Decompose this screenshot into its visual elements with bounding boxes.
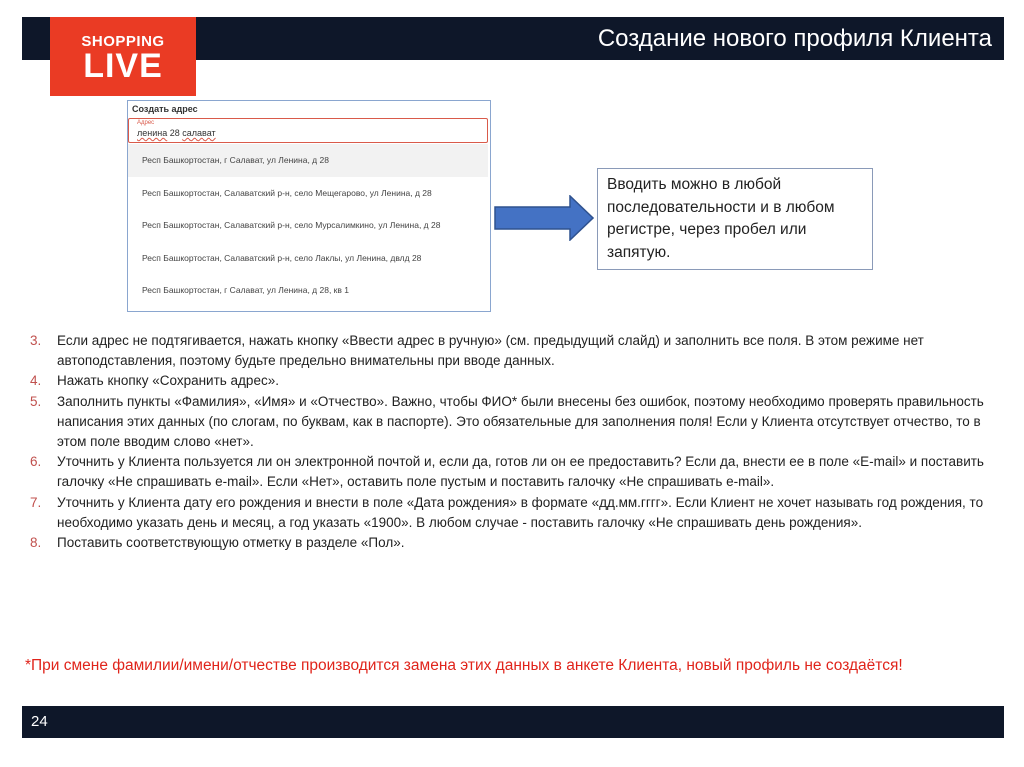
address-suggestions-list [128,144,488,307]
suggestion-item[interactable]: Респ Башкортостан, г Салават, ул Ленина, д 28 [128,144,488,177]
address-field-label: Адрес [137,120,155,126]
step-number: 6. [30,454,42,470]
step-number: 3. [30,333,42,348]
address-value-part-2: 28 [167,128,183,138]
step-text: Уточнить у Клиента дату его рождения и внести в поле «Дата рождения» в формате «дд.мм.гггг». Если Клиент не хочет называть год рождения, то необходимо указать день и месяц, а год указать «1900». В любом случае - поставить галочку «Не спрашивать день рождения». [57,494,984,530]
step-text: Нажать кнопку «Сохранить адрес». [57,373,279,389]
step-text: Если адрес не подтягивается, нажать кнопку «Ввести адрес в ручную» (см. предыдущий слайд) и заполнить все поля. В этом режиме нет автоподставления, поэтому будьте предельно внимательны при вводе данных. [57,333,924,369]
address-value-part-1: ленина [137,128,168,138]
callout-text: Вводить можно в любой последовательности и в любом регистре, через пробел или запятую. [607,176,835,261]
step-text: Заполнить пункты «Фамилия», «Имя» и «Отчество». Важно, чтобы ФИО* были внесены без ошибок, поэтому необходимо проверять правильность написания этих данных (по слогам, по буквам, как в паспорте). Это обязательные для заполнения поля! Если у Клиента отсутствует отчество, то в этом поле вводим слово «нет». [57,393,984,450]
page-number: 24 [31,713,48,730]
step-number: 5. [30,393,42,409]
instruction-list [30,331,1000,553]
step-text: Уточнить у Клиента пользуется ли он электронной почтой и, если да, готов ли он ее предоставить? Если да, внести ее в поле «E-mail» и поставить галочку «Не спрашивать e-mail». Если «Нет», оставить поле пустым и поставить галочку «Не спрашивать e-mail». [57,454,984,490]
list-item [30,493,1000,533]
list-item [30,392,1000,453]
address-field-value [137,128,216,138]
step-text: Поставить соответствующую отметку в разделе «Пол». [57,535,405,551]
suggestion-item[interactable]: Респ Башкортостан, г Салават, ул Ленина, д 28, кв 1 [142,285,350,295]
step-number: 8. [30,535,42,551]
step-number: 7. [30,494,42,510]
list-item [30,533,1000,553]
warning-note: *При смене фамилии/имени/отчестве производится замена этих данных в анкете Клиента, новый профиль не создаётся! [25,657,903,674]
suggestion-item[interactable]: Респ Башкортостан, Салаватский р-н, село Мурсалимкино, ул Ленина, д 28 [142,220,441,230]
list-item [30,371,1000,391]
suggestion-item[interactable]: Респ Башкортостан, Салаватский р-н, село Мещегарово, ул Ленина, д 28 [142,187,432,198]
address-input[interactable] [128,118,488,143]
suggestion-item[interactable]: Респ Башкортостан, Салаватский р-н, село Лаклы, ул Ленина, двлд 28 [142,252,422,263]
address-form-screenshot [127,100,491,312]
list-item [30,452,1000,492]
logo-line-2: LIVE [83,47,163,85]
step-number: 4. [30,373,42,389]
logo-line-1: SHOPPING [81,33,165,50]
right-arrow-icon [494,195,594,241]
address-value-part-3: салават [182,128,216,138]
create-address-title: Создать адрес [132,104,198,114]
footer-bar [22,706,1004,738]
list-item [30,331,1000,371]
slide-title: Создание нового профиля Клиента [597,25,992,52]
shopping-live-logo [50,17,196,96]
callout-box [597,168,873,270]
